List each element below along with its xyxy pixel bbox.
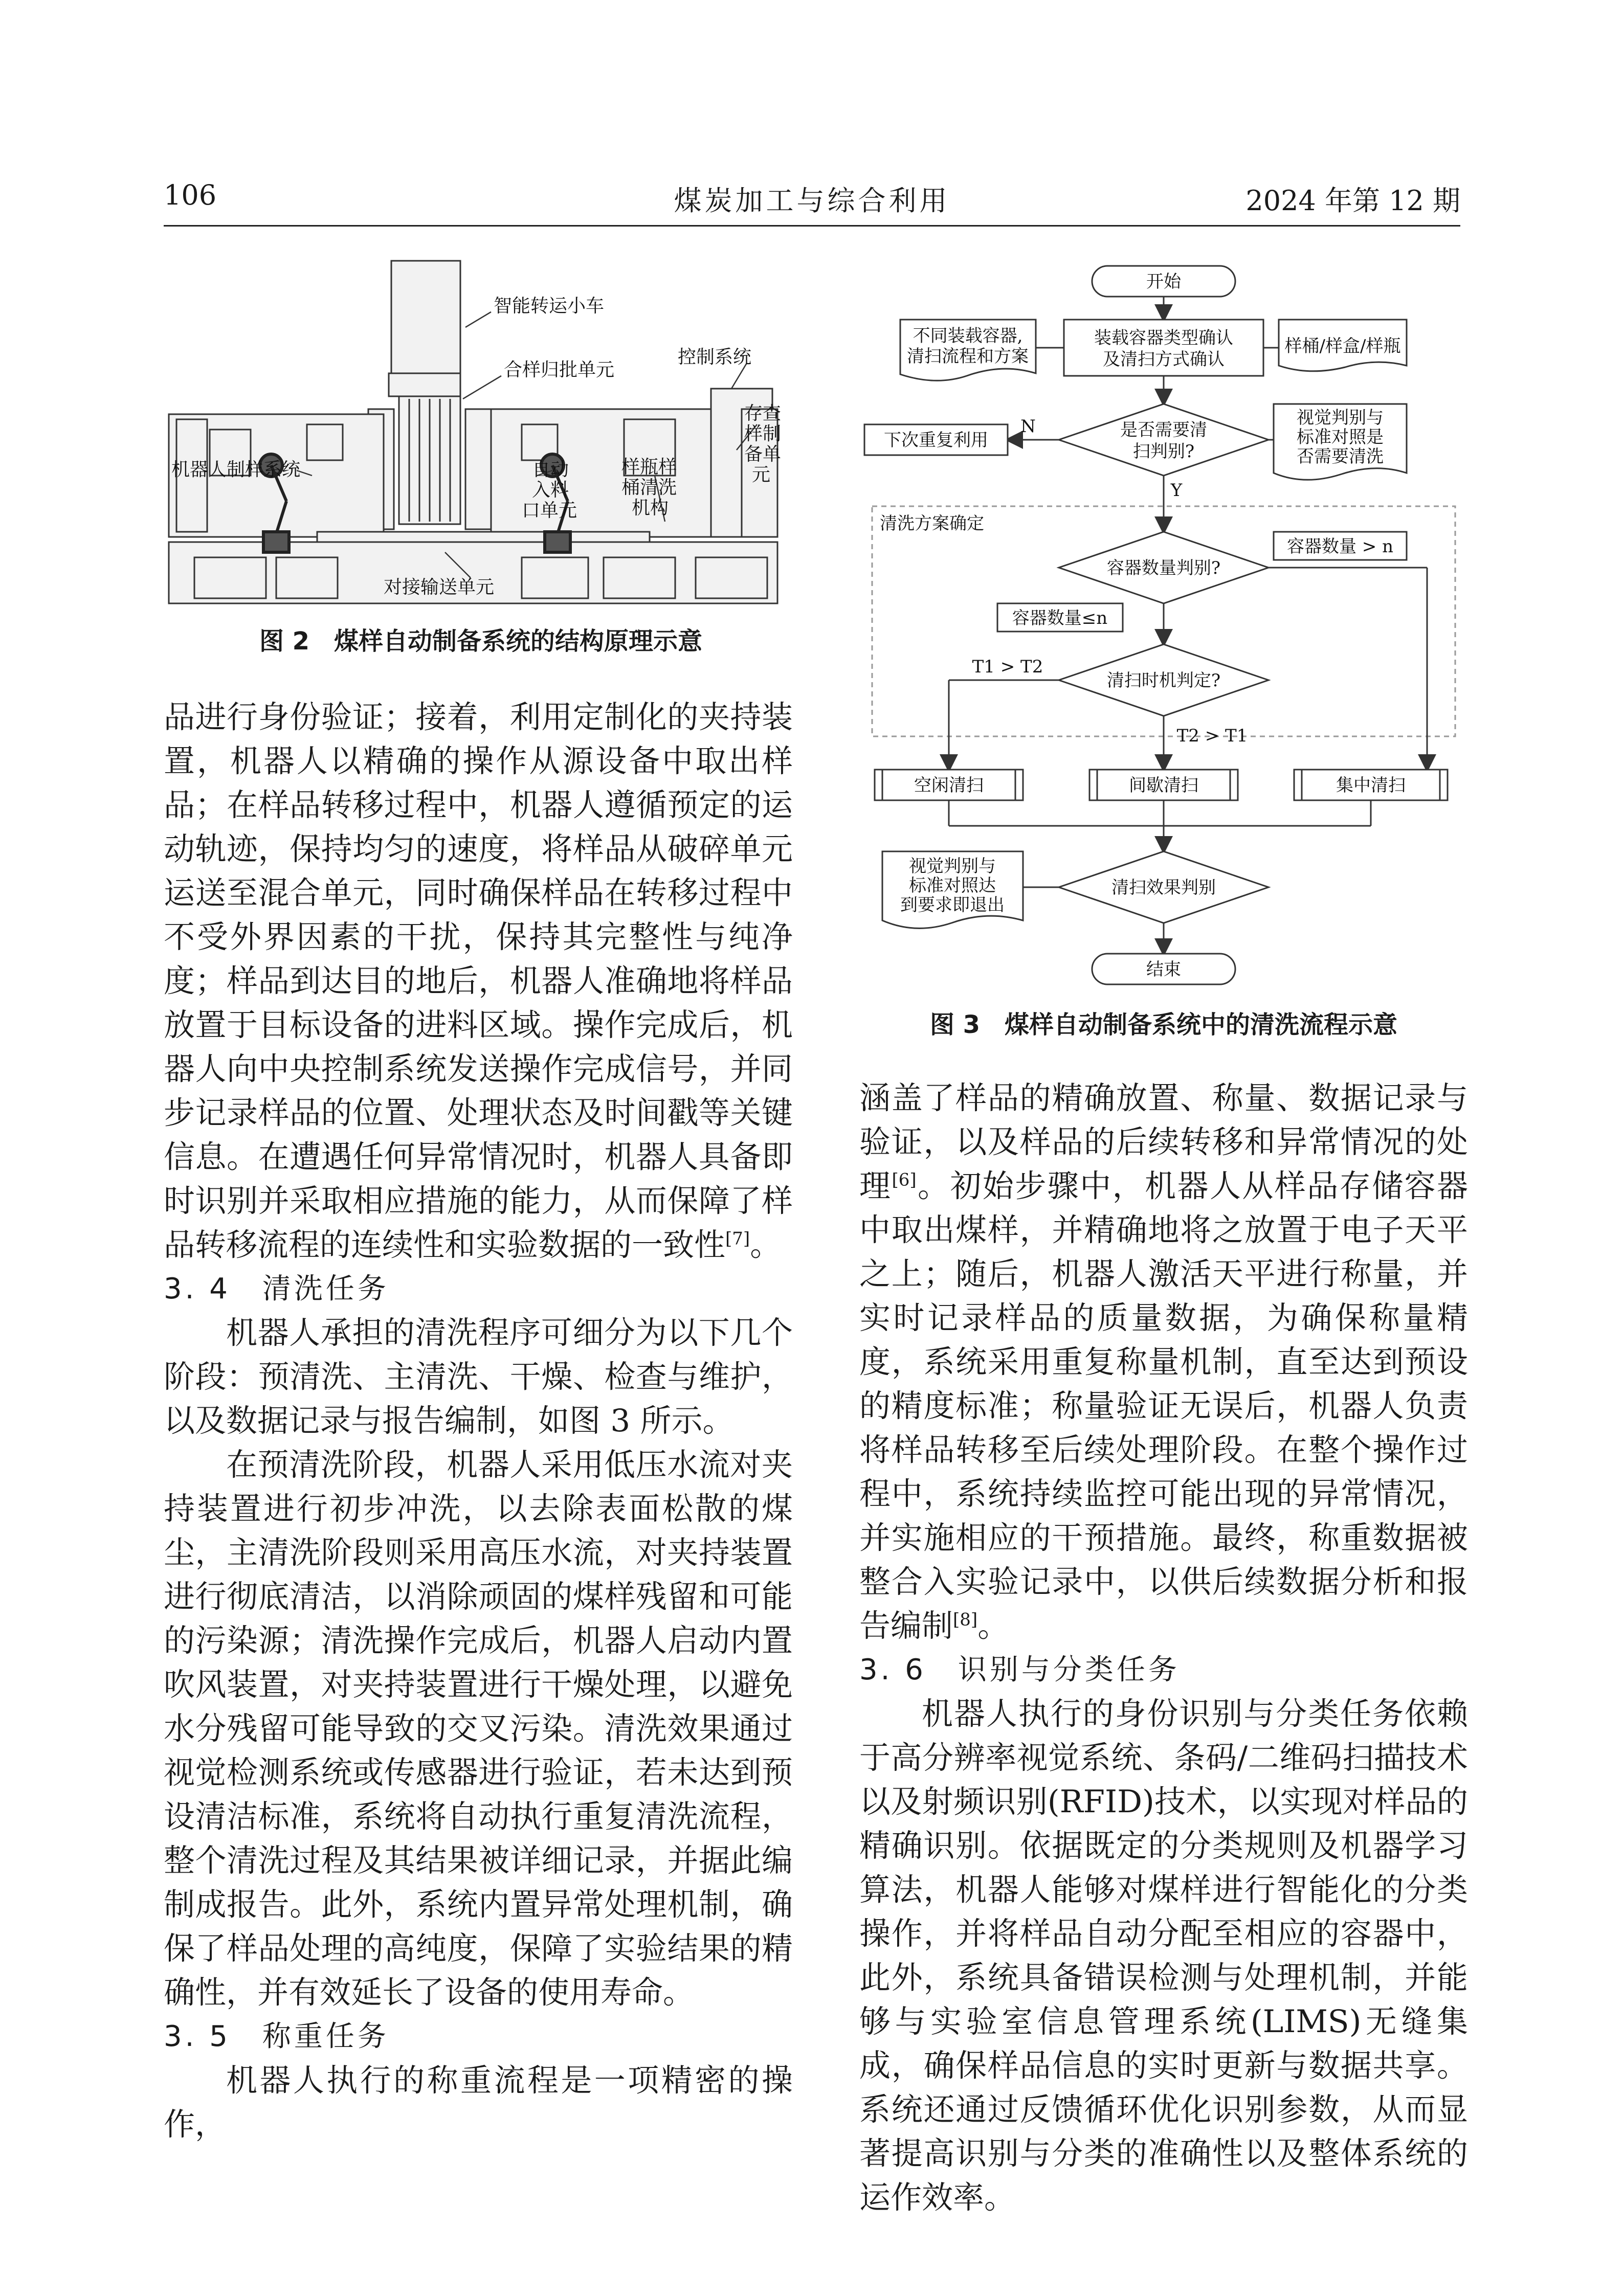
label-storage-2: 样制 xyxy=(744,423,782,444)
text-left-note-1: 不同装载容器, xyxy=(913,326,1023,346)
label-bottle-clean-3: 机构 xyxy=(632,498,669,519)
text-start: 开始 xyxy=(1146,272,1181,292)
label-storage-4: 元 xyxy=(752,464,771,485)
left-column xyxy=(164,695,793,2147)
label-auto-feed-3: 口单元 xyxy=(522,500,577,521)
text-interval-clean: 间歇清扫 xyxy=(1129,775,1198,796)
text-count-le: 容器数量≤n xyxy=(1012,608,1108,628)
label-auto-feed-2: 入料 xyxy=(532,480,569,501)
text-visual-note-1: 视觉判别与 xyxy=(1297,408,1384,428)
label-storage-1: 存查 xyxy=(744,403,782,424)
label-bottle-clean-1: 样瓶样 xyxy=(621,457,677,478)
label-robot-system: 机器人制样系统 xyxy=(171,459,301,480)
label-transfer-cart: 智能转运小车 xyxy=(494,296,605,317)
text-idle-clean: 空闲清扫 xyxy=(914,775,984,796)
right-paragraph-2: 机器人执行的身份识别与分类任务依赖于高分辨率视觉系统、条码/二维码扫描技术以及射频识别(RFID)技术，以实现对样品的精确识别。依据既定的分类规则及机器学习算法，机器人能够对煤样进行智能化的分类操作，并将样品自动分配至相应的容器中，此外，系统具备错误检测与处理机制，并能够与实验室信息管理系统(LIMS)无缝集成，确保样品信息的实时更新与数据共享。系统还通过反馈循环优化识别参数，从而显著提高识别与分类的准确性以及整体系统的运作效率。 xyxy=(859,1696,1468,2216)
text-count-decision: 容器数量判别? xyxy=(1106,558,1221,578)
text-t1-gt-t2: T1 > T2 xyxy=(972,657,1043,677)
text-container-types: 样桶/样盒/样瓶 xyxy=(1284,336,1401,356)
figure-3-caption: 图 3 煤样自动制备系统中的清洗流程示意 xyxy=(929,1010,1398,1039)
text-effect-decision: 清扫效果判别 xyxy=(1111,877,1216,898)
journal-title: 煤炭加工与综合利用 xyxy=(674,185,950,217)
transfer-cart-tower xyxy=(391,261,460,384)
text-y-label: Y xyxy=(1170,480,1183,501)
text-exit-note-1: 视觉判别与 xyxy=(909,856,996,876)
text-decision-clean-2: 扫判别? xyxy=(1132,441,1195,462)
left-paragraph-3: 在预清洗阶段，机器人采用低压水流对夹持装置进行初步冲洗，以去除表面松散的煤尘，主清洗阶段则采用高压水流，对夹持装置进行彻底清洁，以消除顽固的煤样残留和可能的污染源；清洗操作完成后，机器人启动内置吹风装置，对夹持装置进行干燥处理，以避免水分残留可能导致的交叉污染。清洗效果通过视觉检测系统或传感器进行验证，若未达到预设清洁标准，系统将自动执行重复清洗流程，整个清洗过程及其结果被详细记录，并据此编制成报告。此外，系统内置异常处理机制，确保了样品处理的高纯度，保障了实验结果的精确性，并有效延长了设备的使用寿命。 xyxy=(164,1447,793,2011)
text-batch-clean: 集中清扫 xyxy=(1336,775,1406,796)
citation-6: [6] xyxy=(892,1169,917,1190)
text-count-gt: 容器数量 > n xyxy=(1286,536,1394,557)
text-decision-clean-1: 是否需要清 xyxy=(1120,420,1207,440)
label-control-system: 控制系统 xyxy=(678,347,752,368)
heading-3-4: 3. 4 清洗任务 xyxy=(164,1272,389,1305)
text-plan-region: 清洗方案确定 xyxy=(880,513,984,534)
label-conveyor: 对接输送单元 xyxy=(384,577,495,598)
text-end: 结束 xyxy=(1146,959,1181,980)
text-visual-note-3: 否需要清洗 xyxy=(1297,446,1384,467)
heading-3-5: 3. 5 称重任务 xyxy=(164,2020,389,2053)
left-paragraph-1: 品进行身份验证；接着，利用定制化的夹持装置，机器人以精确的操作从源设备中取出样品；在样品转移过程中，机器人遵循预定的运动轨迹，保持均匀的速度，将样品从破碎单元运送至混合单元，同时确保样品在转移过程中不受外界因素的干扰，保持其完整性与纯净度；样品到达目的地后，机器人准确地将样品放置于目标设备的进料区域。操作完成后，机器人向中央控制系统发送操作完成信号，并同步记录样品的位置、处理状态及时间戳等关键信息。在遭遇任何异常情况时，机器人具备即时识别并采取相应措施的能力，从而保障了样品转移流程的连续性和实验数据的一致性[7]。 xyxy=(164,699,793,1263)
page-number: 106 xyxy=(164,179,217,211)
text-left-note-2: 清扫流程和方案 xyxy=(907,346,1029,367)
text-exit-note-3: 到要求即退出 xyxy=(900,895,1005,915)
right-paragraph-1: 涵盖了样品的精确放置、称量、数据记录与验证，以及样品的后续转移和异常情况的处理[6]。初始步骤中，机器人从样品存储容器中取出煤样，并精确地将之放置于电子天平之上；随后，机器人激活天平进行称量，并实时记录样品的质量数据，为确保称量精度，系统采用重复称量机制，直至达到预设的精度标准；称量验证无误后，机器人负责将样品转移至后续处理阶段。在整个操作过程中，系统持续监控可能出现的异常情况，并实施相应的干预措施。最终，称重数据被整合入实验记录中，以供后续数据分析和报告编制[8]。 xyxy=(859,1080,1468,1644)
figure-2-caption: 图 2 煤样自动制备系统的结构原理示意 xyxy=(259,627,703,656)
issue-label: 2024 年第 12 期 xyxy=(1245,185,1460,217)
left-paragraph-2: 机器人承担的清洗程序可细分为以下几个阶段：预清洗、主清洗、干燥、检查与维护，以及数据记录与报告编制，如图 3 所示。 xyxy=(164,1315,793,1439)
running-header xyxy=(164,174,1460,227)
left-paragraph-4: 机器人执行的称重流程是一项精密的操作， xyxy=(164,2062,793,2143)
citation-8: [8] xyxy=(953,1609,978,1630)
label-merge-unit: 合样归批单元 xyxy=(504,359,615,380)
text-n-label: N xyxy=(1020,416,1036,437)
text-confirm-2: 及清扫方式确认 xyxy=(1103,349,1225,370)
text-t2-gt-t1: T2 > T1 xyxy=(1176,726,1248,746)
text-confirm-1: 装载容器类型确认 xyxy=(1094,328,1233,348)
citation-7: [7] xyxy=(725,1228,750,1249)
figure-2-structure-diagram xyxy=(164,256,803,614)
right-column xyxy=(859,1076,1468,2220)
text-visual-note-2: 标准对照是 xyxy=(1297,427,1384,447)
label-auto-feed-1: 自动 xyxy=(532,459,569,480)
text-timing-decision: 清扫时机判定? xyxy=(1106,670,1221,691)
label-storage-3: 备单 xyxy=(744,444,782,465)
text-exit-note-2: 标准对照达 xyxy=(909,875,996,896)
text-reuse: 下次重复利用 xyxy=(884,430,988,451)
figure-3-flowchart xyxy=(859,256,1468,1002)
heading-3-6: 3. 6 识别与分类任务 xyxy=(859,1653,1180,1686)
label-bottle-clean-2: 桶清洗 xyxy=(621,477,677,498)
